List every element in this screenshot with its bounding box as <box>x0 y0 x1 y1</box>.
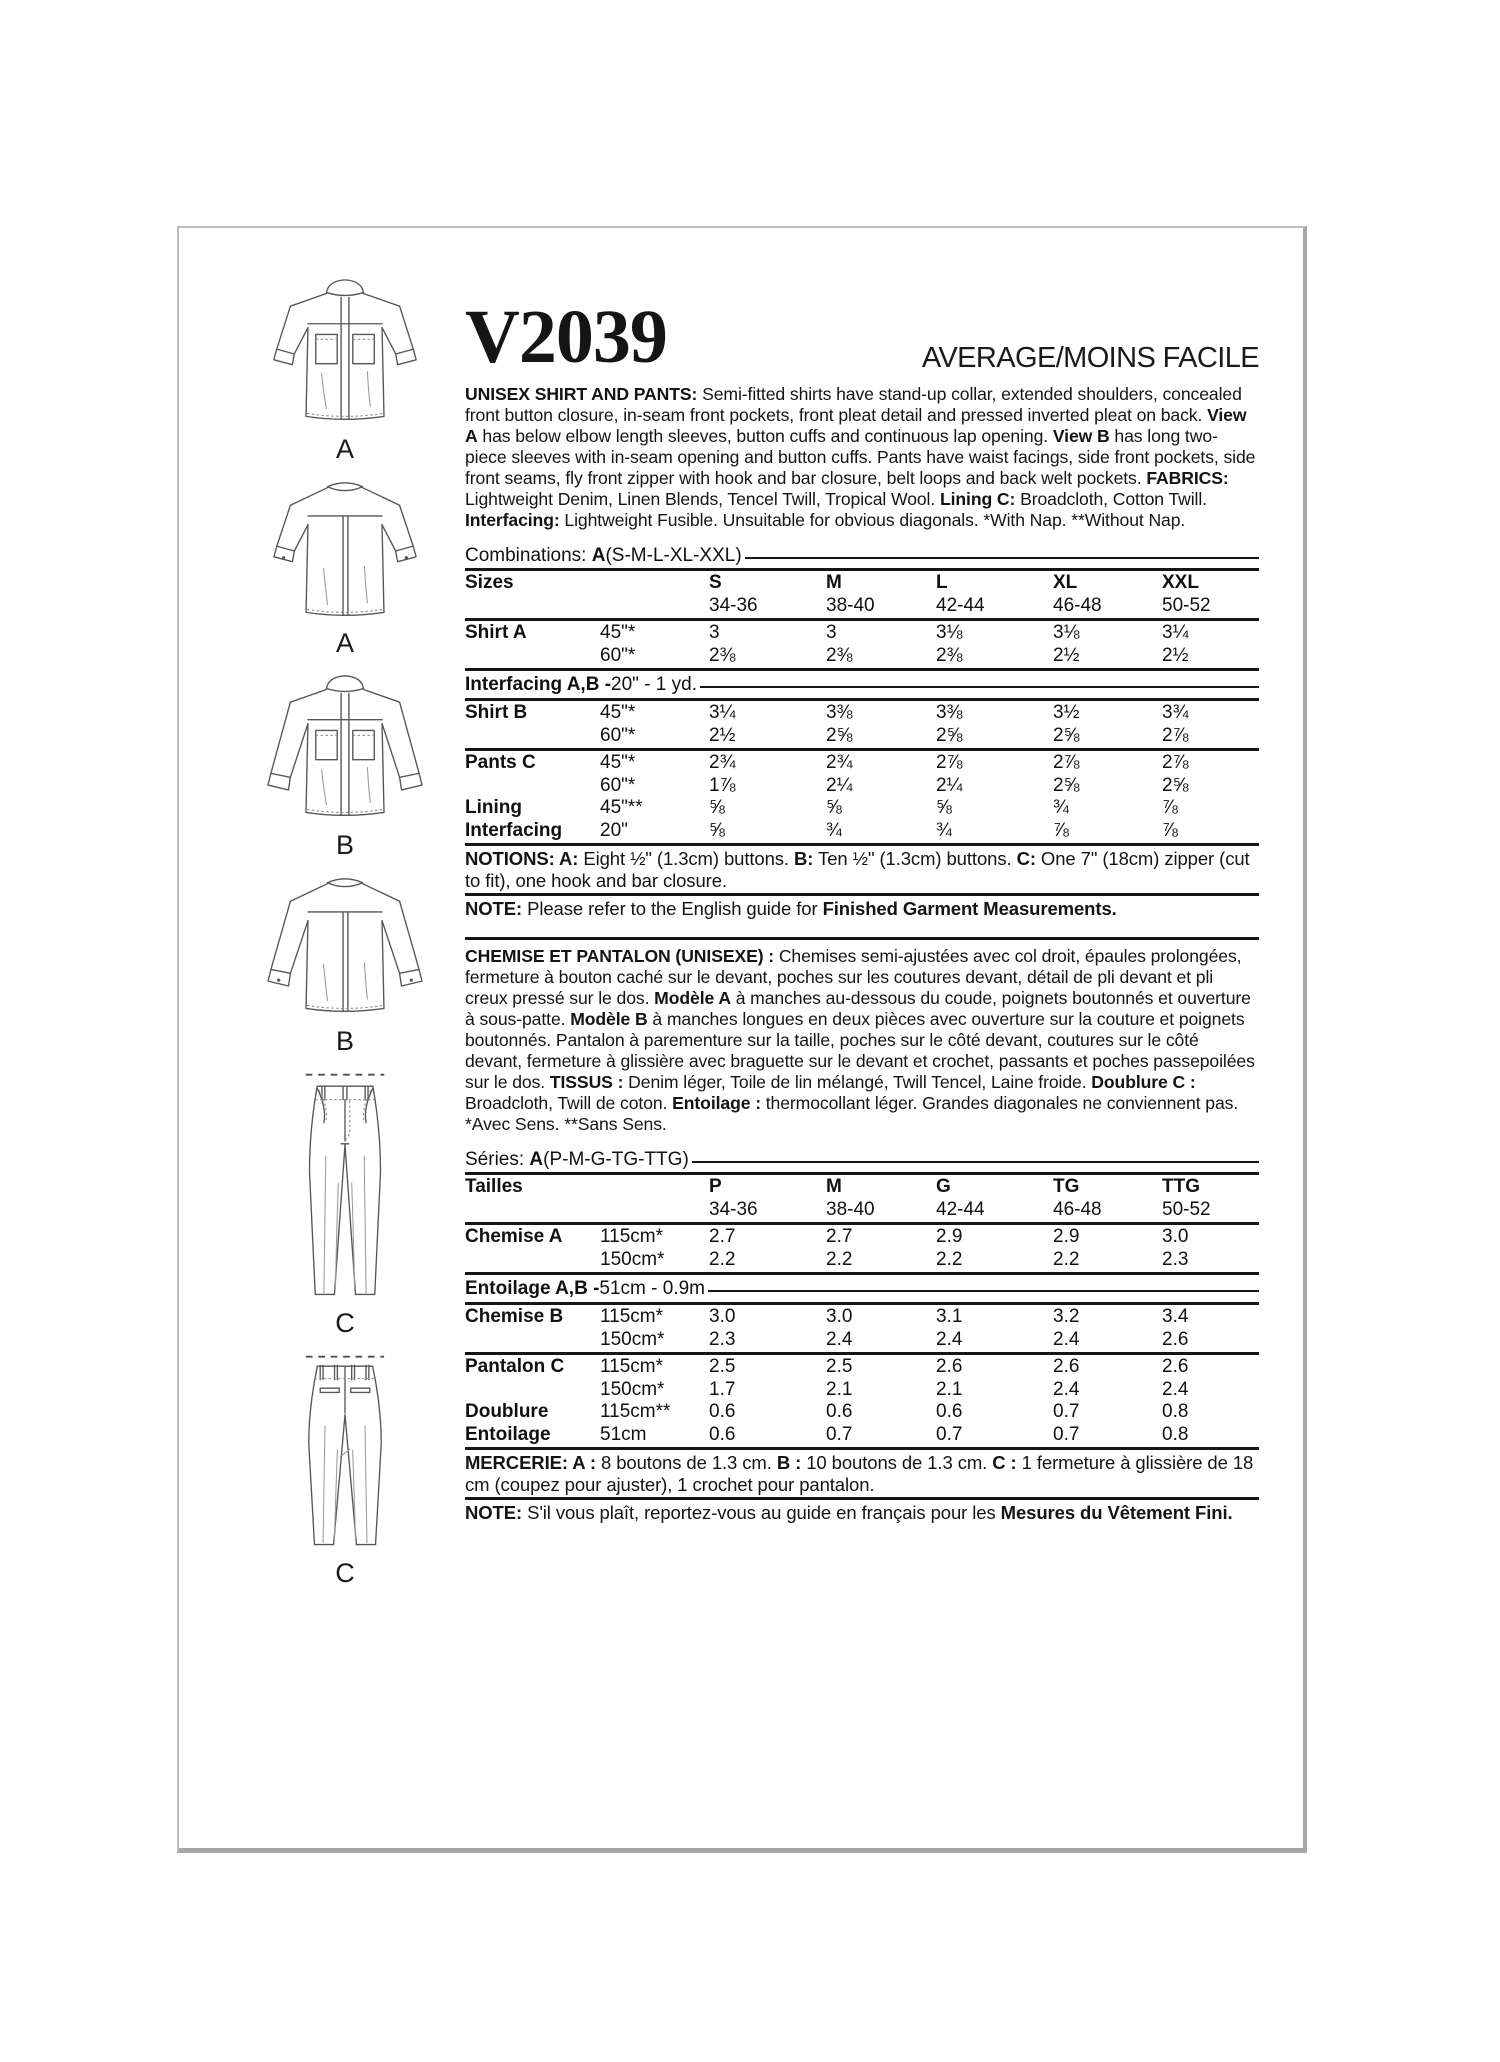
garment-illustration-column <box>223 274 467 1588</box>
yardage-value: 2.3 <box>1162 1248 1189 1270</box>
yardage-row <box>465 1226 1259 1249</box>
french-note <box>465 1502 1259 1524</box>
text: Broadcloth, Twill de coton. <box>465 1093 673 1113</box>
pattern-number: V2039 <box>465 295 667 379</box>
yardage-row <box>465 725 1259 748</box>
yardage-value: 3¾ <box>1162 702 1189 723</box>
size-column-header: G <box>936 1176 951 1197</box>
row-label <box>465 1329 600 1352</box>
fabric-width: 45"* <box>600 702 636 723</box>
bold-text: C: <box>1016 848 1036 869</box>
yardage-value: ¾ <box>826 819 842 841</box>
rule <box>745 557 1259 559</box>
french-mercerie <box>465 1452 1259 1496</box>
banner-bold-text: Entoilage A,B - <box>465 1278 600 1299</box>
size-column-header: M <box>826 572 842 593</box>
english-description <box>465 384 1259 531</box>
bold-text: Entoilage : <box>672 1093 761 1113</box>
yardage-value: 3.1 <box>936 1306 963 1327</box>
yardage-value: ⅞ <box>1053 819 1069 841</box>
text: has long two-piece sleeves with in-seam opening and button cuffs. Pants have waist facings, side front pockets, side front seams, fly front zipper with hook and bar closure, belt loops and back welt pockets. <box>465 426 1256 488</box>
yardage-value: 3⅜ <box>826 702 853 723</box>
bold-text: NOTIONS: <box>465 848 559 869</box>
bold-text: Doublure C : <box>1091 1072 1196 1092</box>
row-label <box>465 1379 600 1402</box>
table-rule <box>465 1272 1259 1275</box>
yardage-value: 3.4 <box>1162 1306 1189 1327</box>
yardage-value: 3.0 <box>826 1306 853 1327</box>
pattern-envelope-back-sheet <box>177 226 1307 1853</box>
row-label <box>465 725 600 748</box>
view-label: B <box>335 1026 354 1056</box>
bold-text: View A <box>465 405 1247 446</box>
text: Lightweight Fusible. Unsuitable for obvious diagonals. *With Nap. **Without Nap. <box>559 510 1186 530</box>
yardage-row <box>465 1379 1259 1402</box>
size-range: 50-52 <box>1162 594 1211 616</box>
section-divider <box>465 937 1259 940</box>
yardage-value: 2⅝ <box>1053 724 1080 746</box>
bold-text: A: <box>559 848 579 869</box>
yardage-row <box>465 752 1259 775</box>
yardage-value: 2.6 <box>1162 1356 1189 1377</box>
yardage-value: 2½ <box>709 724 736 746</box>
size-range: 46-48 <box>1053 594 1102 616</box>
english-notions <box>465 848 1259 892</box>
view-c-front <box>292 1068 398 1338</box>
size-label: Tailles <box>465 1176 523 1197</box>
table-rule <box>465 1447 1259 1450</box>
text: thermocollant léger. Grandes diagonales ne conviennent pas. *Avec Sens. **Sans Sens. <box>465 1093 1239 1134</box>
size-column-header: XL <box>1053 572 1078 593</box>
bold-text: TISSUS : <box>549 1072 624 1092</box>
size-range: 42-44 <box>936 1198 985 1220</box>
size-column-header: XXL <box>1162 572 1199 593</box>
bold-text: Lining C: <box>939 489 1016 509</box>
yardage-value: 2¼ <box>936 774 963 796</box>
yardage-value: 3⅛ <box>936 622 963 643</box>
table-rule <box>465 698 1259 701</box>
combinations-text <box>465 544 742 567</box>
bold-text: Finished Garment Measurements. <box>822 898 1117 919</box>
yardage-value: 2.5 <box>826 1356 853 1377</box>
fabric-width: 60"* <box>600 644 636 666</box>
rule <box>708 1290 1259 1292</box>
table-range-row <box>465 595 1259 618</box>
bold-text: B: <box>794 848 814 869</box>
view-c-back <box>292 1350 398 1588</box>
table-rule <box>465 748 1259 751</box>
yardage-value: 0.8 <box>1162 1423 1189 1445</box>
text: Lightweight Denim, Linen Blends, Tencel Twill, Tropical Wool. <box>465 489 940 509</box>
table-rule <box>465 568 1259 571</box>
fabric-width: 150cm* <box>600 1378 665 1400</box>
shirt-a-front-drawing <box>267 274 423 432</box>
row-label: Shirt B <box>465 702 528 723</box>
size-column-header: M <box>826 1176 842 1197</box>
size-column-header: TTG <box>1162 1176 1200 1197</box>
fabric-width: 51cm <box>600 1423 647 1445</box>
yardage-value: ⅞ <box>1162 797 1178 818</box>
yardage-row <box>465 820 1259 843</box>
yardage-value: 2.4 <box>936 1328 963 1350</box>
fabric-width: 150cm* <box>600 1328 665 1350</box>
bold-text: A <box>529 1149 544 1170</box>
yardage-value: 3.0 <box>709 1306 736 1327</box>
fabric-width: 45"* <box>600 752 636 773</box>
yardage-value: 2⅝ <box>1162 774 1189 796</box>
fabric-width: 45"* <box>600 622 636 643</box>
yardage-value: 3½ <box>1053 702 1080 723</box>
yardage-value: 0.6 <box>826 1401 853 1422</box>
yardage-value: 2.4 <box>1053 1378 1080 1400</box>
yardage-value: 0.7 <box>826 1423 853 1445</box>
yardage-row <box>465 1306 1259 1329</box>
bold-text: Modèle B <box>570 1009 648 1029</box>
view-label: C <box>335 1308 355 1338</box>
fabric-width: 45"** <box>600 797 643 818</box>
bold-text: Modèle A <box>654 988 731 1008</box>
view-label: A <box>335 434 354 464</box>
yardage-value: 2.4 <box>1053 1328 1080 1350</box>
table-banner-row <box>465 1276 1259 1301</box>
table-rule <box>465 1172 1259 1175</box>
yardage-value: 2⅜ <box>936 644 963 666</box>
row-label: Chemise A <box>465 1226 563 1247</box>
yardage-value: 3⅛ <box>1053 622 1080 643</box>
size-range: 34-36 <box>709 1198 758 1220</box>
spacer <box>600 1199 709 1222</box>
spacer <box>465 595 600 618</box>
yardage-value: 2⅝ <box>936 724 963 746</box>
yardage-value: 2.4 <box>1162 1378 1189 1400</box>
yardage-row <box>465 1249 1259 1272</box>
yardage-value: 0.6 <box>709 1401 736 1422</box>
size-range: 50-52 <box>1162 1198 1211 1220</box>
row-label <box>465 775 600 798</box>
yardage-value: 2½ <box>1162 644 1189 666</box>
bold-text: C : <box>992 1452 1017 1473</box>
view-b-front <box>263 670 427 860</box>
row-label <box>465 1249 600 1272</box>
yardage-value: 2.6 <box>1162 1328 1189 1350</box>
yardage-value: 2¾ <box>709 752 736 773</box>
text: Eight ½" (1.3cm) buttons. <box>578 848 795 869</box>
rule <box>700 686 1259 688</box>
yardage-value: 2.7 <box>826 1226 853 1247</box>
fabric-width: 115cm* <box>600 1226 664 1247</box>
text: Combinations: <box>465 545 592 566</box>
row-label: Entoilage <box>465 1423 551 1445</box>
yardage-row <box>465 622 1259 645</box>
shirt-a-back-drawing <box>267 476 423 626</box>
yardage-row <box>465 1424 1259 1447</box>
size-range: 34-36 <box>709 594 758 616</box>
yardage-row <box>465 797 1259 820</box>
fabric-width: 115cm** <box>600 1401 671 1422</box>
text: Please refer to the English guide for <box>527 898 823 919</box>
text: à manches longues en deux pièces avec ouverture sur la couture et poignets boutonnés. Pantalon à parementure sur la taille, poches sur le côté devant, coutures sur le côté devant, fermeture à glissière avec braguette sur le devant et crochet, passants et poches passepoilées sur le dos. <box>465 1009 1255 1092</box>
view-b-back <box>263 872 427 1056</box>
view-label: A <box>335 628 354 658</box>
table-rule <box>465 668 1259 671</box>
yardage-value: 0.7 <box>1053 1401 1080 1422</box>
spacer <box>465 1199 600 1222</box>
fabric-width: 115cm* <box>600 1356 664 1377</box>
table-rule <box>465 1302 1259 1305</box>
yardage-row <box>465 702 1259 725</box>
yardage-value: 3¼ <box>1162 622 1189 643</box>
table-rule <box>465 843 1259 846</box>
fabric-width: 60"* <box>600 724 636 746</box>
text: Denim léger, Toile de lin mélangé, Twill Tencel, Laine froide. <box>623 1072 1092 1092</box>
bold-text: Mesures du Vêtement Fini. <box>1000 1502 1233 1523</box>
yardage-value: 2⅞ <box>1162 752 1189 773</box>
yardage-value: 2.9 <box>1053 1226 1080 1247</box>
yardage-value: ⅞ <box>1162 819 1178 841</box>
yardage-value: 0.8 <box>1162 1401 1189 1422</box>
row-label <box>465 645 600 668</box>
yardage-value: 3⅜ <box>936 702 963 723</box>
title-row <box>465 278 1259 379</box>
yardage-value: 2⅜ <box>826 644 853 666</box>
fabric-width: 60"* <box>600 774 636 796</box>
shirt-b-front-drawing <box>263 670 427 828</box>
text: 8 boutons de 1.3 cm. <box>595 1452 777 1473</box>
bold-text: A <box>591 545 606 566</box>
rule <box>465 1497 1259 1500</box>
yardage-value: 2.1 <box>826 1378 853 1400</box>
table-rule <box>465 1222 1259 1225</box>
yardage-value: ¾ <box>1053 797 1069 818</box>
view-a-back <box>267 476 423 658</box>
size-range: 46-48 <box>1053 1198 1102 1220</box>
bold-text: UNISEX SHIRT AND PANTS: <box>465 384 703 404</box>
size-range: 42-44 <box>936 594 985 616</box>
size-label: Sizes <box>465 572 514 593</box>
yardage-value: 2¼ <box>826 774 853 796</box>
yardage-value: 2.5 <box>709 1356 736 1377</box>
yardage-value: 0.7 <box>1053 1423 1080 1445</box>
bold-text: FABRICS: <box>1146 468 1229 488</box>
row-label: Lining <box>465 797 522 818</box>
yardage-value: 2⅝ <box>1053 774 1080 796</box>
english-combinations-line <box>465 544 1259 567</box>
bold-text: A : <box>572 1452 596 1473</box>
difficulty-rating: AVERAGE/MOINS FACILE <box>921 342 1259 374</box>
yardage-value: 2.9 <box>936 1226 963 1247</box>
row-label: Interfacing <box>465 819 563 841</box>
size-column-header: S <box>709 572 722 593</box>
text: Broadcloth, Cotton Twill. <box>1015 489 1207 509</box>
yardage-value: 0.6 <box>709 1423 736 1445</box>
text: One 7" (18cm) zipper (cut to fit), one hook and bar closure. <box>465 848 1250 891</box>
yardage-value: 2.2 <box>709 1248 736 1270</box>
text: 1 fermeture à glissière de 18 cm (coupez pour ajuster), 1 crochet pour pantalon. <box>465 1452 1254 1495</box>
text: Séries: <box>465 1149 530 1170</box>
row-label: Pantalon C <box>465 1356 565 1377</box>
rule <box>692 1161 1259 1163</box>
yardage-row <box>465 1356 1259 1379</box>
text: Semi-fitted shirts have stand-up collar, extended shoulders, concealed front button closure, in-seam front pockets, front pleat detail and pressed inverted pleat on back. <box>465 384 1242 425</box>
bold-text: CHEMISE ET PANTALON (UNISEXE) : <box>465 946 779 966</box>
size-column-header: P <box>709 1176 722 1197</box>
table-banner-row <box>465 672 1259 697</box>
yardage-value: 2¾ <box>826 752 853 773</box>
yardage-value: 2.6 <box>1053 1356 1080 1377</box>
text: S'il vous plaît, reportez-vous au guide en français pour les <box>527 1502 1001 1523</box>
yardage-value: 3 <box>709 622 720 643</box>
yardage-row <box>465 645 1259 668</box>
yardage-value: 2⅞ <box>1053 752 1080 773</box>
table-header-row <box>465 1176 1259 1199</box>
spacer <box>600 595 709 618</box>
view-label: B <box>335 830 354 860</box>
row-label: Chemise B <box>465 1306 564 1327</box>
text: à manches au-dessous du coude, poignets boutonnés et ouverture à sous-patte. <box>465 988 1251 1029</box>
yardage-value: 2.3 <box>709 1328 736 1350</box>
french-description <box>465 946 1259 1135</box>
bold-text: Interfacing: <box>465 510 560 530</box>
yardage-value: 0.6 <box>936 1401 963 1422</box>
text: 10 boutons de 1.3 cm. <box>801 1452 993 1473</box>
table-header-row <box>465 572 1259 595</box>
yardage-value: 2.2 <box>936 1248 963 1270</box>
yardage-value: 3¼ <box>709 702 736 723</box>
text: Ten ½" (1.3cm) buttons. <box>813 848 1017 869</box>
yardage-value: ⅝ <box>826 797 842 818</box>
yardage-value: 3.2 <box>1053 1306 1080 1327</box>
table-rule <box>465 1352 1259 1355</box>
table-rule <box>465 618 1259 621</box>
text: (S-M-L-XL-XXL) <box>605 545 742 566</box>
fabric-width: 115cm* <box>600 1306 664 1327</box>
text-column <box>465 278 1259 1524</box>
english-note <box>465 898 1259 920</box>
pants-c-back-drawing <box>292 1350 398 1556</box>
size-range: 38-40 <box>826 1198 875 1220</box>
yardage-value: 3.0 <box>1162 1226 1189 1247</box>
french-combinations-line <box>465 1148 1259 1171</box>
yardage-value: ¾ <box>936 819 952 841</box>
bold-text: NOTE: <box>465 1502 528 1523</box>
view-label: C <box>335 1558 355 1588</box>
size-range: 38-40 <box>826 594 875 616</box>
yardage-value: ⅝ <box>936 797 952 818</box>
yardage-value: 2⅝ <box>826 724 853 746</box>
bold-text: NOTE: <box>465 898 528 919</box>
yardage-value: 0.7 <box>936 1423 963 1445</box>
yardage-value: 2.6 <box>936 1356 963 1377</box>
yardage-value: ⅝ <box>709 819 725 841</box>
yardage-value: 2⅜ <box>709 644 736 666</box>
yardage-row <box>465 775 1259 798</box>
size-column-header: TG <box>1053 1176 1080 1197</box>
row-label: Shirt A <box>465 622 527 643</box>
table-range-row <box>465 1199 1259 1222</box>
yardage-row <box>465 1401 1259 1424</box>
banner-bold-text: Interfacing A,B - <box>465 674 612 695</box>
banner-text: 20" - 1 yd. <box>611 674 697 695</box>
yardage-row <box>465 1329 1259 1352</box>
fabric-width: 150cm* <box>600 1248 665 1270</box>
yardage-value: 1.7 <box>709 1378 736 1400</box>
yardage-value: 1⅞ <box>709 774 736 796</box>
text: has below elbow length sleeves, button cuffs and continuous lap opening. <box>477 426 1053 446</box>
bold-text: B : <box>776 1452 802 1473</box>
yardage-value: 2½ <box>1053 644 1080 666</box>
combinations-text <box>465 1148 689 1171</box>
pants-c-front-drawing <box>292 1068 398 1306</box>
yardage-value: 2.2 <box>826 1248 853 1270</box>
text: Chemises semi-ajustées avec col droit, épaules prolongées, fermeture à bouton caché sur le devant, poches sur les coutures devant, détail de pli devant et pli creux pressé sur le dos. <box>465 946 1242 1008</box>
yardage-value: 2.7 <box>709 1226 736 1247</box>
fabric-width: 20" <box>600 819 628 841</box>
bold-text: MERCERIE: <box>465 1452 573 1473</box>
yardage-value: 2⅞ <box>1162 724 1189 746</box>
bold-text: View B <box>1052 426 1110 446</box>
yardage-value: 2.2 <box>1053 1248 1080 1270</box>
shirt-b-back-drawing <box>263 872 427 1024</box>
english-yardage-table <box>465 568 1259 846</box>
size-column-header: L <box>936 572 948 593</box>
row-label: Pants C <box>465 752 536 773</box>
view-a-front <box>267 274 423 464</box>
row-label: Doublure <box>465 1401 549 1422</box>
text: (P-M-G-TG-TTG) <box>543 1149 689 1170</box>
yardage-value: ⅝ <box>709 797 725 818</box>
yardage-value: 3 <box>826 622 837 643</box>
yardage-value: 2⅞ <box>936 752 963 773</box>
yardage-value: 2.4 <box>826 1328 853 1350</box>
french-yardage-table <box>465 1172 1259 1450</box>
banner-text: 51cm - 0.9m <box>599 1278 706 1299</box>
yardage-value: 2.1 <box>936 1378 963 1400</box>
rule <box>465 893 1259 896</box>
